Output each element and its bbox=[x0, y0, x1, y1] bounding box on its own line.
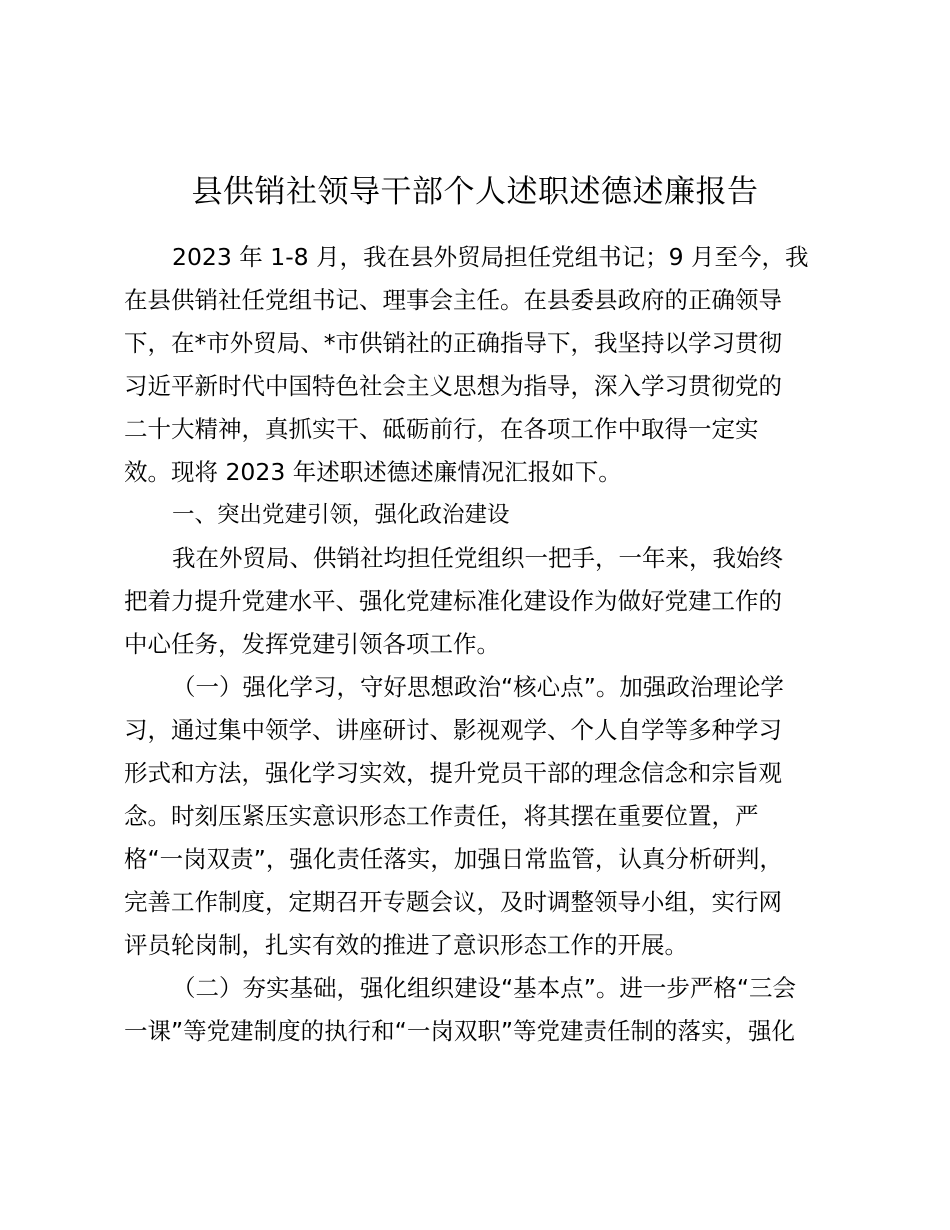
paragraph-line: 评员轮岗制，扎实有效的推进了意识形态工作的开展。 bbox=[124, 931, 688, 959]
paragraph-line: 中心任务，发挥党建引领各项工作。 bbox=[124, 630, 500, 658]
paragraph-line: 效。现将 2023 年述职述德述廉情况汇报如下。 bbox=[124, 458, 622, 486]
paragraph-line: （二）夯实基础，强化组织建设“基本点”。进一步严格“三会 bbox=[172, 974, 797, 1002]
paragraph-line: 习近平新时代中国特色社会主义思想为指导，深入学习贯彻党的 bbox=[124, 372, 782, 400]
paragraph-line: 在县供销社任党组书记、理事会主任。在县委县政府的正确领导 bbox=[124, 286, 782, 314]
section-heading: 一、突出党建引领，强化政治建设 bbox=[172, 502, 510, 528]
document-body bbox=[124, 236, 836, 1053]
paragraph-line: 习，通过集中领学、讲座研讨、影视观学、个人自学等多种学习 bbox=[124, 716, 782, 744]
paragraph-line: 我在外贸局、供销社均担任党组织一把手，一年来，我始终 bbox=[172, 544, 783, 572]
paragraph-line: 念。时刻压紧压实意识形态工作责任，将其摆在重要位置，严 bbox=[124, 802, 759, 830]
paragraph-line: 下，在*市外贸局、*市供销社的正确指导下，我坚持以学习贯彻 bbox=[124, 329, 782, 357]
paragraph-line: （一）强化学习，守好思想政治“核心点”。加强政治理论学 bbox=[172, 673, 784, 701]
paragraph-line: 完善工作制度，定期召开专题会议，及时调整领导小组，实行网 bbox=[124, 888, 782, 916]
paragraph-line: 形式和方法，强化学习实效，提升党员干部的理念信念和宗旨观 bbox=[124, 759, 782, 787]
paragraph-line: 格“一岗双责”，强化责任落实，加强日常监管，认真分析研判， bbox=[124, 845, 783, 873]
paragraph-line: 二十大精神，真抓实干、砥砺前行，在各项工作中取得一定实 bbox=[124, 415, 759, 443]
paragraph-line: 把着力提升党建水平、强化党建标准化建设作为做好党建工作的 bbox=[124, 587, 782, 615]
paragraph-line: 一课”等党建制度的执行和“一岗双职”等党建责任制的落实，强化 bbox=[124, 1017, 796, 1045]
paragraph-line: 2023 年 1-8 月，我在县外贸局担任党组书记；9 月至今，我 bbox=[172, 243, 809, 271]
document-title: 县供销社领导干部个人述职述德述廉报告 bbox=[191, 174, 759, 210]
